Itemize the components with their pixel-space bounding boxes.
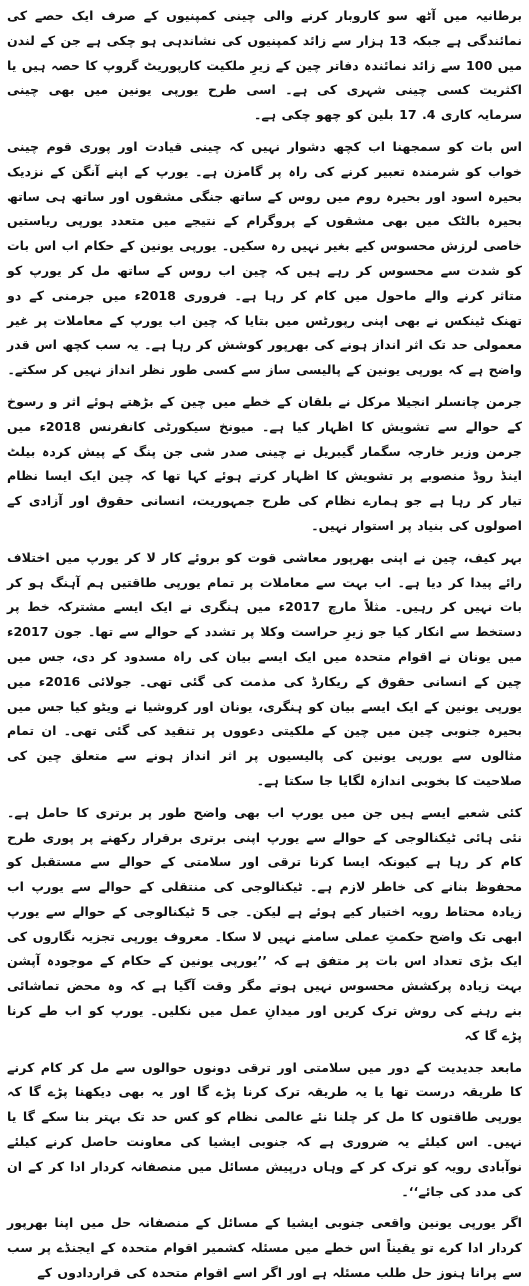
article-paragraph-1: برطانیہ میں آٹھ سو کاروبار کرنے والی چینی کمپنیوں کے صرف ایک حصے کی نمائندگی ہے جبکہ 13 ہزار سے زائد کمپنیوں کی نشاندہی ہو چکی ہے جن کے لندن میں 100 سے زائد نمائندہ دفاتر چین کے زیرِ ملکیت کارپوریٹ گروپ کا حصہ ہیں یا اکثریت کسی چینی شہری کی ہے۔ اسی طرح یورپی یونین میں بھی چینی سرمایہ کاری 4. 17 بلین کو چھو چکی ہے۔ [6,8,522,123]
article-paragraph-6: مابعد جدیدیت کے دور میں سلامتی اور ترقی دونوں حوالوں سے مل کر کام کرنے کا طریقہ درست تھا یا یہ طریقہ ترک کرنا پڑے گا اور یہ بھی دیکھنا پڑے گا کہ یورپی طاقتوں کا مل کر چلنا نئے عالمی نظام کو کس حد تک بہتر بنا سکے گا یا نہیں۔ اس کیلئے یہ ضروری ہے کہ جنوبی ایشیا کی معاونت حاصل کرنے کیلئے نوآبادی رویہ کو ترک کر کے وہاں درپیش مسائل میں منصفانہ کردار ادا کر کے ان کی مدد کی جائے‘‘۔ [7,1059,522,1199]
article-paragraph-4: بہر کیف، چین نے اپنی بھرپور معاشی قوت کو بروئے کار لا کر یورپ میں اختلاف رائے پیدا کر دیا ہے۔ اب بہت سے معاملات پر تمام یورپی طاقتیں ہم آہنگ ہو کر بات نہیں کر رہیں۔ مثلاً مارچ 2017ء میں ہنگری نے ایک ایسے مشترکہ خط پر دستخط سے انکار کیا جو زیرِ حراست وکلا پر تشدد کے حوالے سے تھا۔ جون 2017ء میں یونان نے اقوام متحدہ میں ایک ایسے بیان کی راہ مسدود کر دی، جس میں چین کے انسانی حقوق کے ریکارڈ کی مذمت کی گئی تھی۔ جولائی 2016ء میں یورپی یونین کے ایک ایسے بیان کو ہنگری، یونان اور کروشیا نے ویٹو کیا جس میں بحیرہ جنوبی چین میں چین کے ملکیتی دعووں پر تنقید کی گئی تھی۔ ان تمام مثالوں سے یورپی یونین کی پالیسیوں پر اثر انداز ہونے سے متعلق چین کی صلاحیت کا بخوبی اندازہ لگایا جا سکتا ہے۔ [7,549,522,788]
article-paragraph-3: جرمن چانسلر انجیلا مرکل نے بلقان کے خطے میں چین کے بڑھتے ہوئے اثر و رسوخ کے حوالے سے تشویش کا اظہار کیا ہے۔ میونخ سیکورٹی کانفرنس 2018ء میں جرمن وزیر خارجہ سگمار گیبریل نے چینی صدر شی جن پنگ کے پیش کردہ بیلٹ اینڈ روڈ منصوبے پر تشویش کا اظہار کرتے ہوئے کہا تھا کہ چین ایک ایسا نظام تیار کر رہا ہے جو ہمارے نظام کی طرح جمہوریت، انسانی حقوق اور آزادی کے اصولوں کی بنیاد پر استوار نہیں۔ [7,393,522,533]
article-paragraph-2: اس بات کو سمجھنا اب کچھ دشوار نہیں کہ چینی قیادت اور پوری قوم چینی خواب کو شرمندہ تعبیر کرنے کی راہ پر گامزن ہے۔ یورپ کے اپنے آنگن کے نزدیک بحیرہ اسود اور بحیرہ روم میں روس کے ساتھ جنگی مشقوں اور ساتھ ہی ساتھ بحیرہ بالٹک میں بھی مشقوں کے پروگرام کے نتیجے میں متعدد یورپی ریاستیں خاصی لرزش محسوس کیے بغیر نہیں رہ سکیں۔ یورپی یونین کے حکام اب اس بات کو شدت سے محسوس کر رہے ہیں کہ چین اب روس کے ساتھ مل کر یورپ کو متاثر کرنے والے ماحول میں کام کر رہا ہے۔ فروری 2018ء میں جرمنی کے دو تھنک ٹینکس نے بھی اپنی رپورٹس میں بتایا کہ چین اب یورپ کے معاملات پر غیر معمولی حد تک اثر انداز ہونے کی بھرپور کوشش کر رہا ہے۔ یہ سب کچھ اس قدر واضح ہے کہ یورپی یونین کے پالیسی ساز سے کسی طور نظر انداز نہیں کر سکتے۔ [7,138,522,378]
article-paragraph-7: اگر یورپی یونین واقعی جنوبی ایشیا کے مسائل کے منصفانہ حل میں اپنا بھرپور کردار ادا کرے تو یقیناً اس خطے میں مسئلہ کشمیر اقوام متحدہ کے ایجنڈے پر سب سے پرانا ہنوز حل طلب مسئلہ ہے اور اگر اسے اقوام متحدہ کی قراردادوں کے [7,1215,522,1281]
article-paragraph-5: کئی شعبے ایسے ہیں جن میں یورپ اب بھی واضح طور پر برتری کا حامل ہے۔ نئی ہائی ٹیکنالوجی کے حوالے سے یورپ اپنی برتری برقرار رکھنے پر پوری طرح کام کر رہا ہے کیونکہ ایسا کرنا ترقی اور سلامتی کے حوالے سے مستقبل کو محفوظ بنانے کی خاطر لازم ہے۔ ٹیکنالوجی کی منتقلی کے حوالے سے یورپ اب زیادہ محتاط رویہ اختیار کیے ہوئے ہے لیکن۔ جی 5 ٹیکنالوجی کے حوالے سے یورپ ابھی تک واضح حکمتِ عملی سامنے نہیں لا سکا۔ معروف یورپی تجزیہ نگاروں کی ایک بڑی تعداد اس بات پر متفق ہے کہ ’’یورپی یونین کے حکام کے موجودہ آپشن بہت زیادہ پرکشش محسوس نہیں ہوتے مگر وقت آگیا ہے کہ وہ محض تماشائی بنے رہنے کی روش ترک کریں اور میدانِ عمل میں نکلیں۔ یورپ کو اب طے کرنا پڑے گا کہ [7,804,522,1043]
